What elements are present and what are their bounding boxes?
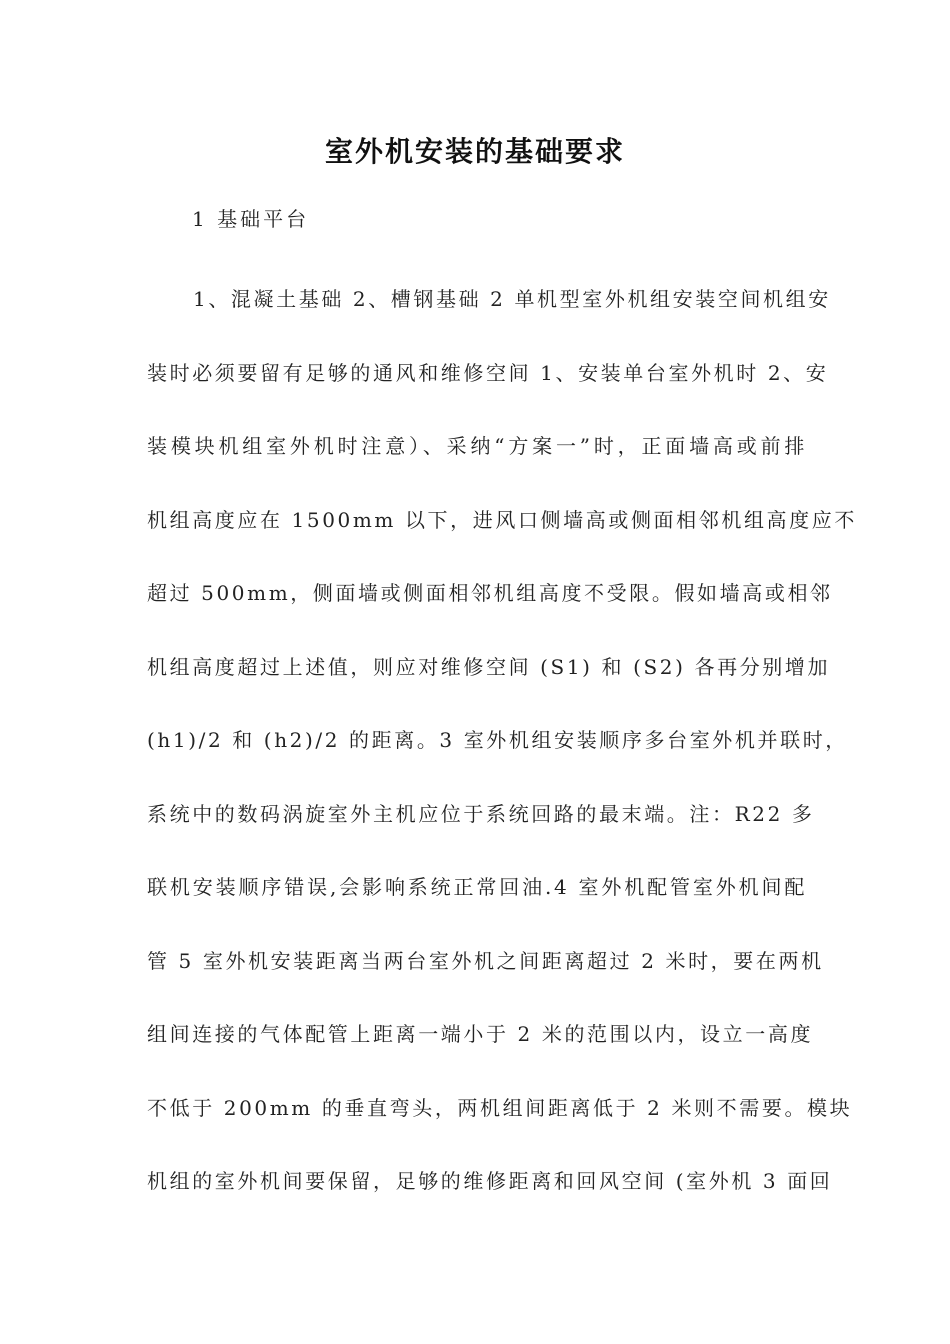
body-paragraph — [147, 263, 857, 1219]
paragraph-line: (h1)/2 和 (h2)/2 的距离。3 室外机组安装顺序多台室外机并联时， — [147, 728, 848, 752]
document-title: 室外机安装的基础要求 — [324, 135, 625, 168]
paragraph-line: 组间连接的气体配管上距离一端小于 2 米的范围以内，设立一高度 — [147, 1022, 814, 1046]
paragraph-line: 机组的室外机间要保留，足够的维修距离和回风空间 (室外机 3 面回 — [147, 1169, 833, 1193]
paragraph-line: 超过 500mm，侧面墙或侧面相邻机组高度不受限。假如墙高或相邻 — [147, 581, 833, 605]
paragraph-line: 联机安装顺序错误,会影响系统正常回油.4 室外机配管室外机间配 — [147, 875, 807, 899]
paragraph-line: 机组高度超过上述值，则应对维修空间 (S1) 和 (S2) 各再分别增加 — [147, 654, 831, 679]
paragraph-line: 系统中的数码涡旋室外主机应位于系统回路的最末端。注：R22 多 — [147, 801, 815, 826]
paragraph-line: 1、混凝土基础 2、槽钢基础 2 单机型室外机组安装空间机组安 — [193, 287, 831, 311]
section-heading: 1 基础平台 — [192, 207, 310, 231]
paragraph-line: 管 5 室外机安装距离当两台室外机之间距离超过 2 米时，要在两机 — [147, 948, 824, 973]
paragraph-line: 装时必须要留有足够的通风和维修空间 1、安装单台室外机时 2、安 — [147, 360, 829, 385]
paragraph-line: 不低于 200mm 的垂直弯头，两机组间距离低于 2 米则不需要。模块 — [147, 1095, 853, 1120]
paragraph-line: 机组高度应在 1500mm 以下，进风口侧墙高或侧面相邻机组高度应不 — [147, 507, 857, 532]
paragraph-line: 装模块机组室外机时注意）、采纳“方案一”时，正面墙高或前排 — [147, 434, 807, 458]
